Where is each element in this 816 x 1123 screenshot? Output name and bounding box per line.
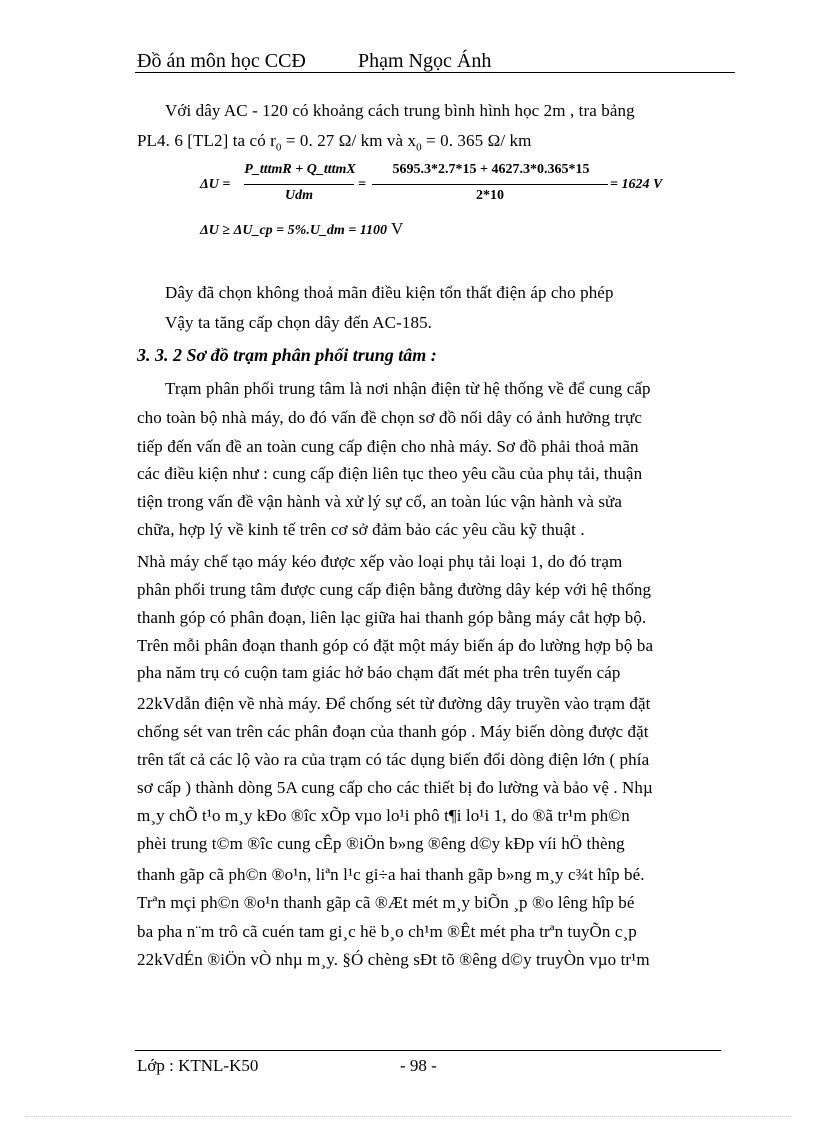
paragraph-line: trên tất cả các lộ vào ra của trạm có tác dụng biến đổi dòng điện lớn ( phía [137, 750, 650, 769]
paragraph-line: tiện trong vấn đề vận hành và xử lý sự cố, an toàn lúc vận hành và sửa [137, 492, 623, 511]
paragraph-line: phân phối trung tâm được cung cấp điện bằng đường dây kép với hệ thống [137, 580, 652, 599]
footer-rule [135, 1050, 721, 1051]
footer-left: Lớp : KTNL-K50 [137, 1056, 259, 1075]
intro-line-2: PL4. 6 [TL2] ta có $r_0 = 0$. 27 Ω/ km và $x_0 = 0$. 365 Ω/ km [137, 131, 532, 154]
paragraph-line: tiếp đến vấn đề an toàn cung cấp điện cho nhà máy. Sơ đồ phải thoả mãn [137, 437, 639, 456]
formula1-frac1-den: Udm [285, 188, 313, 203]
formula1-frac2-den: 2*10 [476, 188, 504, 203]
paragraph-line: chữa, hợp lý về kinh tế trên cơ sở đảm bảo các yêu cầu kỹ thuật . [137, 520, 585, 539]
formula1-frac2-bar [372, 184, 608, 185]
paragraph-line: pha năm trụ có cuộn tam giác hở báo chạm đất mét pha trên tuyến cáp [137, 663, 621, 682]
paragraph-line: thanh gãp cã ph©n ®o¹n, liªn l¹c gi÷a hai thanh gãp b»ng m¸y c¾t hîp bé. [137, 865, 645, 884]
page-edge-divider [25, 1116, 791, 1117]
formula1-frac2-num: 5695.3*2.7*15 + 4627.3*0.365*15 [392, 162, 590, 177]
paragraph-line: Trên mỗi phân đoạn thanh góp có đặt một máy biến áp đo lường hợp bộ ba [137, 636, 654, 655]
paragraph-line: m¸y chÕ t¹o m¸y kÐo ®îc xÕp vµo lo¹i phô t¶i lo¹i 1, do ®ã tr¹m ph©n [137, 806, 630, 825]
formula2-unit: V [391, 219, 404, 238]
formula2-text: ΔU ≥ ΔU_cp = 5%.U_dm = 1100 [200, 223, 388, 238]
paragraph-line: 22kVdẫn điện về nhà máy. Để chống sét từ đường dây truyền vào trạm đặt [137, 694, 651, 713]
formula1-lhs: ΔU = [200, 177, 231, 192]
paragraph-line: Trạm phân phối trung tâm là nơi nhận điện từ hệ thống về để cung cấp [165, 379, 651, 398]
formula1-eq: = [358, 177, 366, 192]
conclusion-line-2: Vậy ta tăng cấp chọn dây đến AC-185. [165, 313, 433, 332]
formula1-frac1-num: P_tttmR + Q_tttmX [244, 162, 356, 177]
paragraph-line: thanh góp có phân đoạn, liên lạc giữa hai thanh góp bằng máy cắt hợp bộ. [137, 608, 647, 627]
section-heading: 3. 3. 2 Sơ đồ trạm phân phối trung tâm : [137, 345, 437, 365]
formula1-result: = 1624 V [610, 177, 663, 192]
paragraph-line: cho toàn bộ nhà máy, do đó vấn đề chọn sơ đồ nối dây có ảnh hưởng trực [137, 408, 642, 427]
paragraph-line: phèi trung t©m ®îc cung cÊp ®iÖn b»ng ®êng d©y kÐp víi hÖ thèng [137, 834, 625, 853]
paragraph-line: chống sét van trên các phân đoạn của thanh góp . Máy biến dòng được đặt [137, 722, 649, 741]
conclusion-line-1: Dây đã chọn không thoả mãn điều kiện tổn thất điện áp cho phép [165, 283, 614, 302]
allowed-drop-formula [200, 219, 403, 239]
paragraph-line: Trªn mçi ph©n ®o¹n thanh gãp cã ®Æt mét m¸y biÕn ¸p ®o lêng hîp bé [137, 893, 635, 912]
formula1-frac1-bar [244, 184, 354, 185]
page-number: - 98 - [400, 1056, 437, 1075]
header-left: Đồ án môn học CCĐ [137, 50, 306, 72]
intro-line-1: Với dây AC - 120 có khoảng cách trung bình hình học 2m , tra bảng [165, 101, 635, 120]
paragraph-line: các điều kiện như : cung cấp điện liên tục theo yêu cầu của phụ tải, thuận [137, 464, 643, 483]
paragraph-line: sơ cấp ) thành dòng 5A cung cấp cho các thiết bị đo lường và bảo vệ . Nhµ [137, 778, 653, 797]
paragraph-line: 22kVdÉn ®iÖn vÒ nhµ m¸y. §Ó chèng sÐt tõ ®êng d©y truyÒn vµo tr¹m [137, 950, 650, 969]
header-rule [135, 72, 735, 73]
header-right: Phạm Ngọc Ánh [358, 50, 492, 72]
paragraph-line: ba pha n¨m trô cã cuén tam gi¸c hë b¸o ch¹m ®Êt mét pha trªn tuyÕn c¸p [137, 922, 637, 941]
paragraph-line: Nhà máy chế tạo máy kéo được xếp vào loại phụ tải loại 1, do đó trạm [137, 552, 623, 571]
